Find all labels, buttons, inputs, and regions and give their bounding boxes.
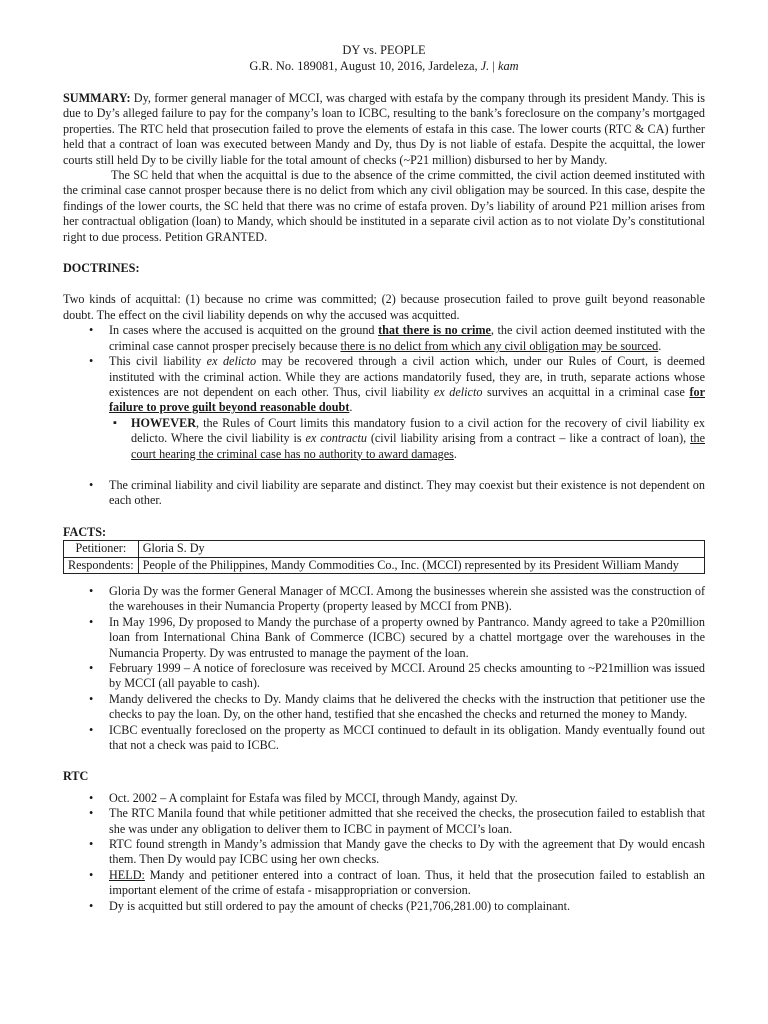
doctrines-intro: Two kinds of acquittal: (1) because no crime was committed; (2) because prosecution failed to prove guilt beyond reasonable doubt. The effect on the civil liability depends on why the accused was acquitted. xyxy=(63,292,705,322)
case-title: DY vs. PEOPLE xyxy=(342,43,426,57)
list-item: • The RTC Manila found that while petitioner admitted that she received the checks, the prosecution failed to establish that she was under any obligation to deliver them to ICBC in payment of MCCI’s loan. xyxy=(63,806,705,837)
facts-heading: FACTS: xyxy=(63,524,107,539)
party-label: Respondents: xyxy=(64,557,139,573)
held-label: HELD: xyxy=(109,867,145,882)
summary-paragraph: SUMMARY: Dy, former general manager of MCCI, was charged with estafa by the company through its president Mandy. This is due to Dy’s alleged failure to pay for the company’s loan to ICBC, resulting to the bank’s foreclosure on the company’s mortgaged properties. The RTC held that prosecution failed to prove the elements of estafa in this case. The lower courts (RTC & CA) further held that a contract of loan was executed between Mandy and Dy, thus Dy is not liable of estafa. Despite the acquittal, the lower courts still held Dy to be civilly liable for the total amount of checks (~P21 million) disbursed to her by Mandy. xyxy=(63,91,705,167)
list-item: • ICBC eventually foreclosed on the property as MCCI continued to default in its obligation. Mandy eventually found out that not a check was paid to ICBC. xyxy=(63,723,705,754)
doctrine-subitems xyxy=(63,416,705,462)
list-item: • In May 1996, Dy proposed to Mandy the purchase of a property owned by Pantranco. Mandy agreed to take a P20million loan from International China Bank of Commerce (ICBC) secured by a chattel mortgage over the warehouses in the Numancia Property. Dy was entrusted to manage the payment of the loan. xyxy=(63,615,705,661)
facts-list xyxy=(63,584,705,753)
doctrines-list-2 xyxy=(63,478,705,509)
doctrine-item: • In cases where the accused is acquitted on the ground that there is no crime, the civil action deemed instituted with the criminal case cannot prosper precisely because there is no delict from which any civil obligation may be sourced. xyxy=(63,323,705,354)
document-page xyxy=(63,42,705,914)
summary-label: SUMMARY: xyxy=(63,91,131,105)
doctrine-item: • The criminal liability and civil liability are separate and distinct. They may coexist but their existence is not dependent on each other. xyxy=(63,478,705,509)
rtc-list xyxy=(63,791,705,914)
list-item: • Gloria Dy was the former General Manager of MCCI. Among the businesses wherein she assisted was the construction of the warehouses in their Numancia Property (property leased by MCCI from PNB). xyxy=(63,584,705,615)
list-item: • Mandy delivered the checks to Dy. Mandy claims that he delivered the checks with the instruction that petitioner use the checks to pay the loan. Dy, on the other hand, testified that she encashed the checks and returned the money to Mandy. xyxy=(63,692,705,723)
parties-table xyxy=(63,540,705,574)
doctrine-item: • This civil liability ex delicto may be recovered through a civil action which, under our Rules of Court, is deemed instituted with the criminal action. While they are actions mandatorily fused, they are, in truth, separate actions whose existences are not dependent on each other. Thus, civil liability ex delicto survives an acquittal in a criminal case for failure to prove guilt beyond reasonable doubt. ▪ HOWEVER, the Rules of Court limits this mandatory fusion to a civil action for the recovery of civil liability ex delicto. Where the civil liability is ex contractu (civil liability arising from a contract – like a contract of loan), the court hearing the criminal case has no authority to award damages. xyxy=(63,354,705,462)
list-item: • HELD: Mandy and petitioner entered into a contract of loan. Thus, it held that the prosecution failed to establish an important element of the crime of estafa - misappropriation or conversion. xyxy=(63,868,705,899)
rtc-heading: RTC xyxy=(63,769,89,784)
party-value: Gloria S. Dy xyxy=(138,541,704,557)
table-row xyxy=(64,541,705,557)
list-item: • Oct. 2002 – A complaint for Estafa was filed by MCCI, through Mandy, against Dy. xyxy=(63,791,705,806)
doctrine-subitem: ▪ HOWEVER, the Rules of Court limits this mandatory fusion to a civil action for the recovery of civil liability ex delicto. Where the civil liability is ex contractu (civil liability arising from a contract – like a contract of loan), the court hearing the criminal case has no authority to award damages. xyxy=(63,416,705,462)
party-label: Petitioner: xyxy=(64,541,139,557)
doctrines-heading: DOCTRINES: xyxy=(63,261,140,276)
list-item: • February 1999 – A notice of foreclosure was received by MCCI. Around 25 checks amounting to ~P21million was issued by MCCI (all payable to cash). xyxy=(63,661,705,692)
list-item: • Dy is acquitted but still ordered to pay the amount of checks (P21,706,281.00) to complainant. xyxy=(63,899,705,914)
list-item: • RTC found strength in Mandy’s admission that Mandy gave the checks to Dy with the agreement that Dy would encash them. Then Dy would pay ICBC using her own checks. xyxy=(63,837,705,868)
doctrines-list xyxy=(63,323,705,462)
case-citation: G.R. No. 189081, August 10, 2016, Jardeleza, J. | kam xyxy=(249,59,519,73)
party-value: People of the Philippines, Mandy Commodities Co., Inc. (MCCI) represented by its President William Mandy xyxy=(138,557,704,573)
summary-sc-paragraph: The SC held that when the acquittal is due to the absence of the crime committed, the civil action deemed instituted with the criminal case cannot prosper because there is no delict from which any civil obligation may be sourced. In this case, despite the findings of the lower courts, the SC held that there was no crime of estafa proven. Dy’s liability of around P21 million arises from her contractual obligation (loan) to Mandy, which should be instituted in a separate civil action as to not violate Dy’s constitutional right to due process. Petition GRANTED. xyxy=(63,168,705,244)
table-row xyxy=(64,557,705,573)
